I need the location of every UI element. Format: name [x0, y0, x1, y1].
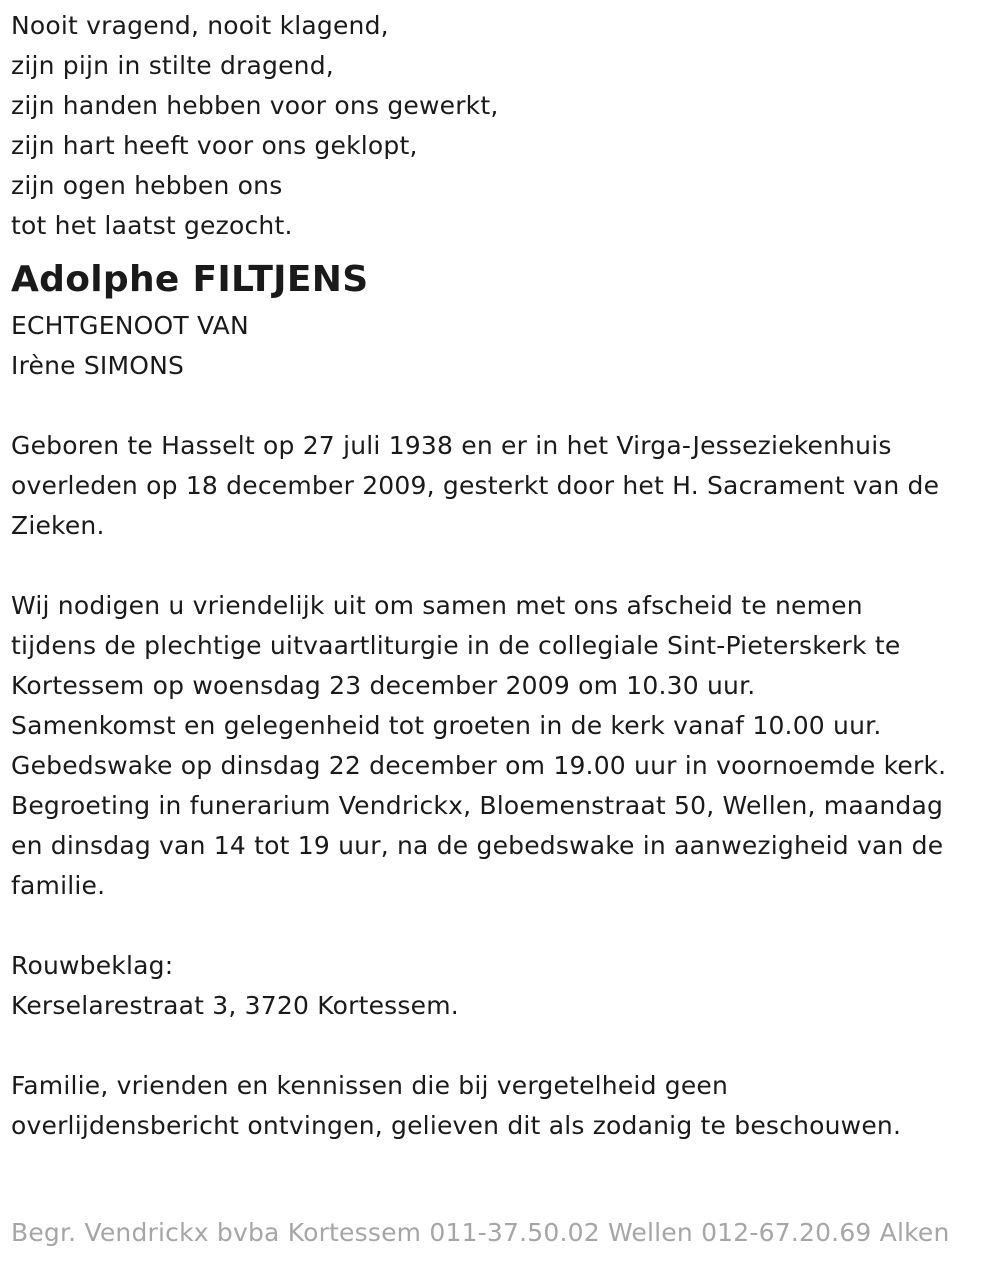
paragraph-line: familie. — [11, 871, 106, 900]
paragraph-line: Geboren te Hasselt op 27 juli 1938 en er in het Virga-Jesseziekenhuis — [11, 431, 892, 460]
paragraph-line: Wij nodigen u vriendelijk uit om samen met ons afscheid te nemen — [11, 591, 863, 620]
invitation-paragraph — [11, 586, 991, 906]
birth-death-paragraph — [11, 426, 991, 546]
poem-line: zijn handen hebben voor ons gewerkt, — [11, 91, 499, 120]
paragraph-line: Kortessem op woensdag 23 december 2009 om 10.30 uur. — [11, 671, 756, 700]
paragraph-line: Zieken. — [11, 511, 105, 540]
relation-label: ECHTGENOOT VAN — [11, 311, 249, 340]
poem-line: Nooit vragend, nooit klagend, — [11, 11, 389, 40]
deceased-name: Adolphe FILTJENS — [11, 259, 369, 300]
poem-line: tot het laatst gezocht. — [11, 211, 293, 240]
poem-line: zijn pijn in stilte dragend, — [11, 51, 334, 80]
spouse-name: Irène SIMONS — [11, 351, 185, 380]
notice-paragraph — [11, 1066, 991, 1146]
condolences-address: Kerselarestraat 3, 3720 Kortessem. — [11, 991, 459, 1020]
paragraph-line: Begroeting in funerarium Vendrickx, Bloemenstraat 50, Wellen, maandag — [11, 791, 944, 820]
paragraph-line: overlijdensbericht ontvingen, gelieven dit als zodanig te beschouwen. — [11, 1111, 902, 1140]
paragraph-line: Samenkomst en gelegenheid tot groeten in de kerk vanaf 10.00 uur. — [11, 711, 882, 740]
spacer — [11, 546, 991, 586]
poem-line: zijn ogen hebben ons — [11, 171, 283, 200]
condolences-block — [11, 946, 991, 1026]
paragraph-line: en dinsdag van 14 tot 19 uur, na de gebedswake in aanwezigheid van de — [11, 831, 944, 860]
paragraph-line: tijdens de plechtige uitvaartliturgie in de collegiale Sint-Pieterskerk te — [11, 631, 901, 660]
obituary-notice — [11, 6, 991, 1146]
paragraph-line: Gebedswake op dinsdag 22 december om 19.00 uur in voornoemde kerk. — [11, 751, 947, 780]
poem-line: zijn hart heeft voor ons geklopt, — [11, 131, 418, 160]
spacer — [11, 1026, 991, 1066]
spacer — [11, 906, 991, 946]
condolences-label: Rouwbeklag: — [11, 951, 174, 980]
paragraph-line: overleden op 18 december 2009, gesterkt door het H. Sacrament van de — [11, 471, 940, 500]
paragraph-line: Familie, vrienden en kennissen die bij vergetelheid geen — [11, 1071, 729, 1100]
poem — [11, 6, 991, 246]
spacer — [11, 386, 991, 426]
funeral-director-footer: Begr. Vendrickx bvba Kortessem 011-37.50.02 Wellen 012-67.20.69 Alken — [11, 1218, 950, 1247]
